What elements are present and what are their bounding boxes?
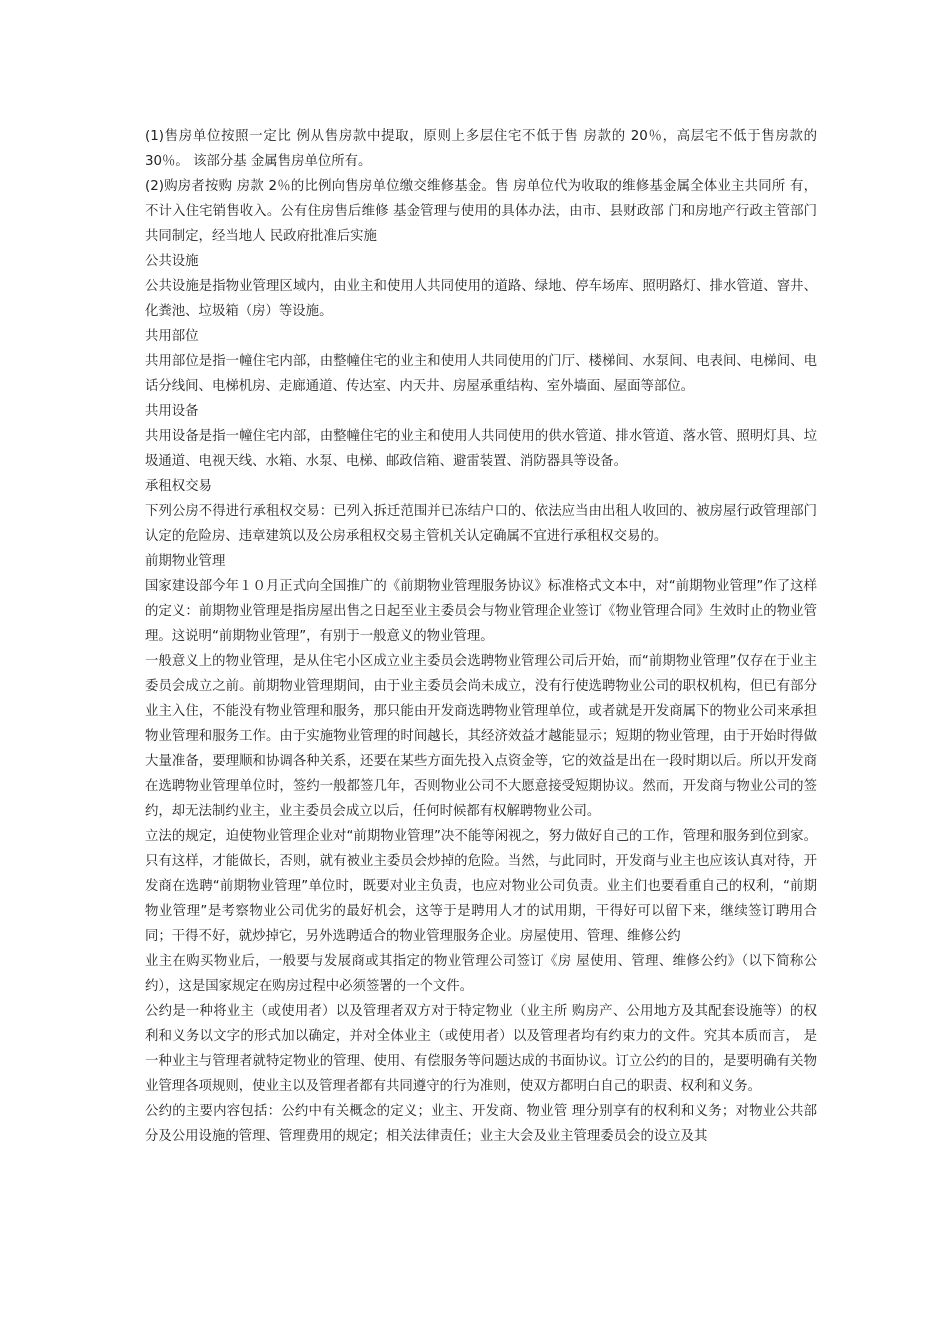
paragraph: 国家建设部今年１０月正式向全国推广的《前期物业管理服务协议》标准格式文本中，对“前期物业管理”作了这样的定义：前期物业管理是指房屋出售之日起至业主委员会与物业管理企业签订《物业管理合同》生效时止的物业管理。这说明“前期物业管理”，有别于一般意义的物业管理。 (145, 579, 817, 644)
section-heading: 共用部位 (145, 329, 199, 344)
paragraph: 一般意义上的物业管理，是从住宅小区成立业主委员会选聘物业管理公司后开始，而“前期物业管理”仅存在于业主委员会成立之前。前期物业管理期间，由于业主委员会尚未成立，没有行使选聘物业公司的职权机构，但已有部分业主入住，不能没有物业管理和服务，那只能由开发商选聘物业管理单位，或者就是开发商属下的物业公司来承担物业管理和服务工作。由于实施物业管理的时间越长，其经济效益才越能显示；短期的物业管理，由于开始时得做大量准备，要理顺和协调各种关系，还要在某些方面先投入点资金等，它的效益是出在一段时期以后。所以开发商在选聘物业管理单位时，签约一般都签几年，否则物业公司不大愿意接受短期协议。然而，开发商与物业公司的签约，却无法制约业主，业主委员会成立以后，任何时候都有权解聘物业公司。 (145, 654, 817, 819)
paragraph: 公共设施是指物业管理区域内，由业主和使用人共同使用的道路、绿地、停车场库、照明路灯、排水管道、窨井、化粪池、垃圾箱（房）等设施。 (145, 279, 817, 319)
paragraph: (2)购房者按购 房款 2％的比例向售房单位缴交维修基金。售 房单位代为收取的维修基金属全体业主共同所 有，不计入住宅销售收入。公有住房售后维修 基金管理与使用的具体办法，由市、县财政部 门和房地产行政主管部门共同制定，经当地人 民政府批准后实施 (145, 179, 817, 244)
paragraph: 立法的规定，迫使物业管理企业对“前期物业管理”决不能等闲视之，努力做好自己的工作，管理和服务到位到家。只有这样，才能做长，否则，就有被业主委员会炒掉的危险。当然，与此同时，开发商与业主也应该认真对待，开发商在选聘“前期物业管理”单位时，既要对业主负责，也应对物业公司负责。业主们也要看重自己的权利，“前期物业管理”是考察物业公司优劣的最好机会，这等于是聘用人才的试用期，干得好可以留下来，继续签订聘用合同；干得不好，就炒掉它，另外选聘适合的物业管理服务企业。房屋使用、管理、维修公约 (145, 829, 817, 944)
section-heading: 公共设施 (145, 254, 199, 269)
document-body (145, 124, 817, 1149)
paragraph: 公约是一种将业主（或使用者）以及管理者双方对于特定物业（业主所 购房产、公用地方及其配套设施等）的权利和义务以文字的形式加以确定，并对全体业主（或使用者）以及管理者均有约束力的文件。究其本质而言， 是一种业主与管理者就特定物业的管理、使用、有偿服务等问题达成的书面协议。订立公约的目的，是要明确有关物业管理各项规则，使业主以及管理者都有共同遵守的行为准则，使双方都明白自己的职责、权利和义务。 (145, 1004, 817, 1094)
paragraph: 公约的主要内容包括：公约中有关概念的定义；业主、开发商、物业管 理分别享有的权利和义务；对物业公共部分及公用设施的管理、管理费用的规定；相关法律责任；业主大会及业主管理委员会的设立及其 (145, 1104, 817, 1144)
section-heading: 承租权交易 (145, 479, 212, 494)
section-heading: 前期物业管理 (145, 554, 226, 569)
paragraph: (1)售房单位按照一定比 例从售房款中提取，原则上多层住宅不低于售 房款的 20％，高层宅不低于售房款的 30％。 该部分基 金属售房单位所有。 (145, 129, 817, 169)
paragraph: 下列公房不得进行承租权交易：已列入拆迁范围并已冻结户口的、依法应当由出租人收回的、被房屋行政管理部门认定的危险房、违章建筑以及公房承租权交易主管机关认定确属不宜进行承租权交易的。 (145, 504, 817, 544)
paragraph: 业主在购买物业后，一般要与发展商或其指定的物业管理公司签订《房 屋使用、管理、维修公约》（以下简称公约），这是国家规定在购房过程中必须签署的一个文件。 (145, 954, 817, 994)
paragraph: 共用设备是指一幢住宅内部，由整幢住宅的业主和使用人共同使用的供水管道、排水管道、落水管、照明灯具、垃圾通道、电视天线、水箱、水泵、电梯、邮政信箱、避雷装置、消防器具等设备。 (145, 429, 817, 469)
paragraph: 共用部位是指一幢住宅内部，由整幢住宅的业主和使用人共同使用的门厅、楼梯间、水泵间、电表间、电梯间、电话分线间、电梯机房、走廊通道、传达室、内天井、房屋承重结构、室外墙面、屋面等部位。 (145, 354, 817, 394)
section-heading: 共用设备 (145, 404, 199, 419)
